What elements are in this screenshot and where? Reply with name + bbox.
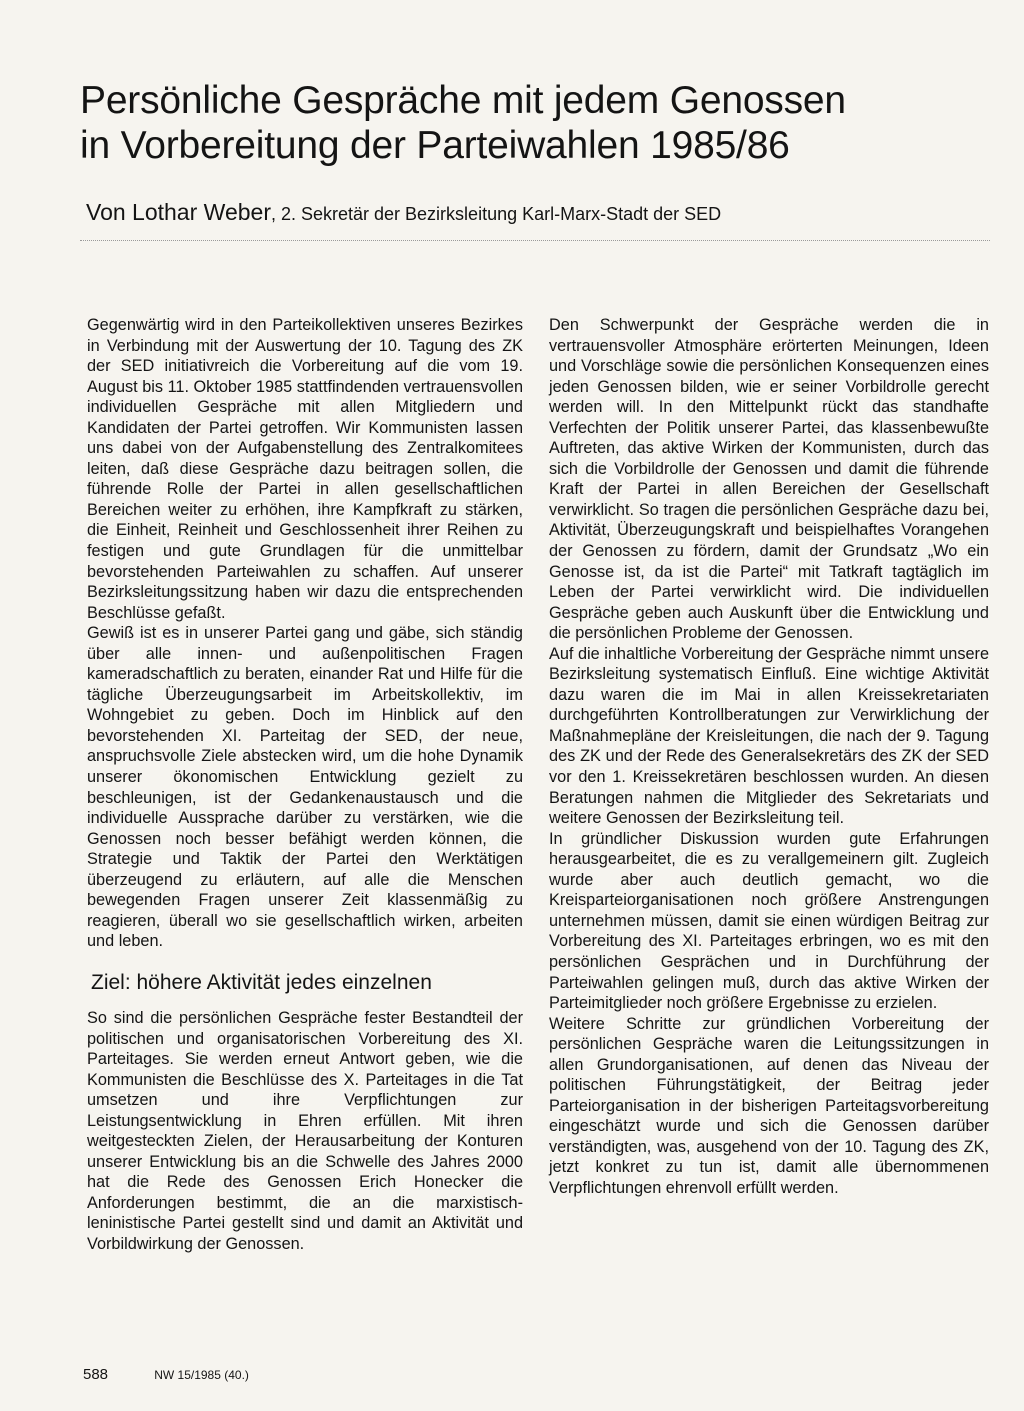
paragraph: Den Schwerpunkt der Gespräche werden die in vertrauensvoller Atmosphäre erörterten Meinungen, Ideen und Vorschläge sowie die persönlichen Konsequenzen eines jeden Genossen bilden, wie er seiner Vorbildrolle gerecht werden will. In den Mittelpunkt rückt das standhafte Verfechten der Politik unserer Partei, das klassenbewußte Auftreten, das aktive Wirken der Kommunisten, durch das sich die Vorbildrolle der Genossen und damit die führende Kraft der Partei in allen Bereichen der Gesellschaft verwirklicht. So tragen die persönlichen Gespräche dazu bei, Aktivität, Überzeugungskraft und beispielhaftes Vorangehen der Genossen zu fördern, damit der Grundsatz „Wo ein Genosse ist, da ist die Partei“ mit Tatkraft tagtäglich im Leben der Partei verwirklicht wird. Die individuellen Gespräche geben auch Auskunft über die Entwicklung und die persönlichen Probleme der Genossen. bbox=[549, 316, 989, 643]
paragraph: So sind die persönlichen Gespräche fester Bestandteil der politischen und organisatorischen Vorbereitung des XI. Parteitages. Sie werden erneut Antwort geben, wie die Kommunisten die Beschlüsse des X. Parteitages in die Tat umsetzen und ihre Verpflichtungen zur Leistungsentwicklung in Ehren erfüllen. Mit ihren weitgesteckten Zielen, der Herausarbeitung der Konturen unserer Entwicklung bis an die Schwelle des Jahres 2000 hat die Rede des Genossen Erich Honecker die Anforderungen bestimmt, die an die marxistisch-leninistische Partei gestellt sind und damit an Aktivität und Vorbildwirkung der Genossen. bbox=[87, 1008, 523, 1253]
author-name: Lothar Weber bbox=[132, 199, 271, 225]
paragraph: Gewiß ist es in unserer Partei gang und gäbe, sich ständig über alle innen- und außenpolitischen Fragen kameradschaftlich zu beraten, einander Rat und Hilfe für die tägliche Überzeugungsarbeit im Arbeitskollektiv, im Wohngebiet zu geben. Doch im Hinblick auf den bevorstehenden XI. Parteitag der SED, der neue, anspruchsvolle Ziele abstecken wird, um die hohe Dynamik unserer ökonomischen Entwicklung gezielt zu beschleunigen, ist der Gedankenaustausch und die individuelle Aussprache darüber zu verstärken, wie die Genossen noch besser befähigt werden können, die Strategie und Taktik der Partei den Werktätigen überzeugend zu erläutern, auf alle die Menschen bewegenden Fragen unserer Zeit klassenmäßig zu reagieren, überall wo sie gesellschaftlich wirken, arbeiten und leben. bbox=[87, 624, 523, 951]
section-subheading: Ziel: höhere Aktivität jedes einzelnen bbox=[91, 970, 432, 994]
paragraph: Auf die inhaltliche Vorbereitung der Gespräche nimmt unsere Bezirksleitung systematisch Einfluß. Eine wichtige Aktivität dazu waren die im Mai in allen Kreissekretariaten durchgeführten Kontrollberatungen zur Verwirklichung der Maßnahmepläne der Kreisleitungen, die nach der 9. Tagung des ZK und der Rede des Generalsekretärs des ZK der SED vor den 1. Kreissekretären beschlossen wurden. An diesen Beratungen nahmen die Mitglieder des Sekretariats und weitere Genossen der Bezirksleitung teil. bbox=[549, 644, 989, 828]
left-column bbox=[87, 315, 523, 1255]
article-title bbox=[80, 78, 1000, 168]
article-title-line-2: in Vorbereitung der Parteiwahlen 1985/86 bbox=[80, 124, 790, 167]
paragraph: In gründlicher Diskussion wurden gute Erfahrungen herausgearbeitet, die es zu verallgemeinern gilt. Zugleich wurde aber auch deutlich gemacht, wo die Kreisparteiorganisationen noch größere Anstrengungen unternehmen müssen, damit sie einen würdigen Beitrag zur Vorbereitung des XI. Parteitages erbringen, wo es mit den persönlichen Gesprächen und in Durchführung der Parteiwahlen gelingen muß, durch das aktive Wirken der Parteimitglieder noch größere Ergebnisse zu erzielen. bbox=[549, 829, 989, 1013]
issue-reference: NW 15/1985 (40.) bbox=[154, 1368, 249, 1382]
author-role: , 2. Sekretär der Bezirksleitung Karl-Marx-Stadt der SED bbox=[270, 204, 722, 224]
article-title-line-1: Persönliche Gespräche mit jedem Genossen bbox=[80, 79, 846, 122]
paragraph: Gegenwärtig wird in den Parteikollektiven unseres Bezirkes in Verbindung mit der Auswertung der 10. Tagung des ZK der SED initiativreich die Vorbereitung auf die vom 19. August bis 11. Oktober 1985 stattfindenden vertrauensvollen individuellen Gespräche mit allen Mitgliedern und Kandidaten der Partei getroffen. Wir Kommunisten lassen uns dabei von der Aufgabenstellung des Zentralkomitees leiten, daß diese Gespräche dazu beitragen sollen, die führende Rolle der Partei in allen gesellschaftlichen Bereichen weiter zu erhöhen, ihre Kampfkraft zu stärken, die Einheit, Reinheit und Geschlossenheit ihrer Reihen zu festigen und gute Grundlagen für die unmittelbar bevorstehenden Parteiwahlen zu schaffen. Auf unserer Bezirksleitungssitzung haben wir dazu die entsprechenden Beschlüsse gefaßt. bbox=[87, 316, 523, 622]
page-number: 588 bbox=[83, 1366, 109, 1383]
page-footer bbox=[83, 1366, 249, 1384]
right-column bbox=[549, 315, 989, 1199]
title-divider bbox=[80, 240, 990, 241]
byline bbox=[86, 198, 721, 228]
paragraph: Weitere Schritte zur gründlichen Vorbereitung der persönlichen Gespräche waren die Leitungssitzungen in allen Grundorganisationen, auf denen das Niveau der politischen Führungstätigkeit, der Beitrag jeder Parteiorganisation in der bisherigen Parteitagsvorbereitung eingeschätzt wurde und sich die Genossen darüber verständigten, was, ausgehend von der 10. Tagung des ZK, jetzt konkret zu tun ist, damit alle übernommenen Verpflichtungen ehrenvoll erfüllt werden. bbox=[549, 1014, 989, 1197]
byline-prefix: Von bbox=[86, 199, 133, 225]
